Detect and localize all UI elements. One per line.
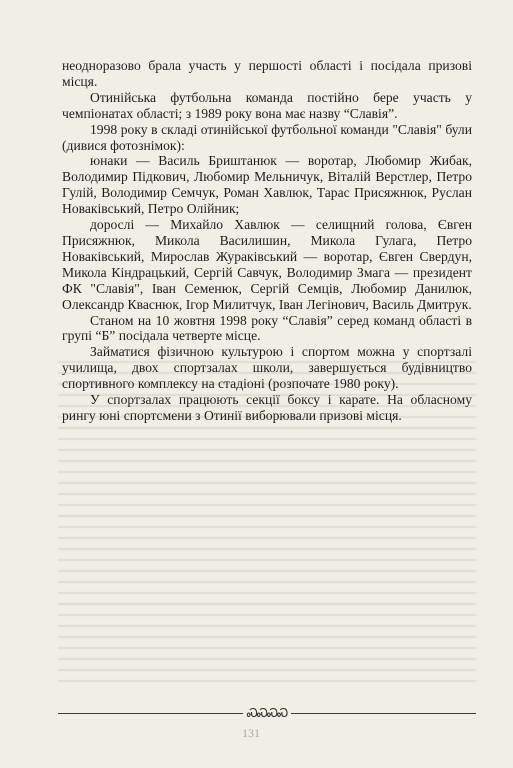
paragraph: дорослі — Михайло Хавлюк — селищний голова, Євген Присяжнюк, Микола Василишин, Микола Гулага, Петро Новаківський, Мирослав Жураківський — воротар, Євген Свердун, Микола Кіндрацький, Сергій Савчук, Володимир Змага — президент ФК "Славія", Іван Семенюк, Сергій Семців, Любомир Данилюк, Олександр Кваснюк, Ігор Милитчук, Іван Легінович, Василь Дмитрук.: [62, 217, 472, 312]
paragraph: Отинійська футбольна команда постійно бере участь у чемпіонатах області; з 1989 року вона має назву “Славія”.: [62, 89, 472, 121]
paragraph: Станом на 10 жовтня 1998 року “Славія” серед команд області в групі “Б” посідала четверте місце.: [62, 312, 472, 344]
page-body-text: [62, 58, 472, 424]
page-number: 131: [242, 726, 260, 740]
footer-ornament: [58, 706, 476, 720]
ornament-flourish: ᏍᏍᏍᏍ: [246, 705, 288, 720]
paragraph: У спортзалах працюють секції боксу і карате. На обласному рингу юні спортсмени з Отинії виборювали призові місця.: [62, 392, 472, 423]
paragraph: неодноразово брала участь у першості області і посідала призові місця.: [62, 58, 472, 89]
paragraph: 1998 року в складі отинійської футбольної команди "Славія" були (дивися фотознімок):: [62, 121, 472, 153]
ornament-rule-left: [58, 713, 243, 714]
paragraph: Займатися фізичною культурою і спортом можна у спортзалі училища, двох спортзалах школи, завершується будівництво спортивного комплексу на стадіоні (розпочате 1980 року).: [62, 344, 472, 392]
ornament-rule-right: [291, 713, 476, 714]
paragraph: юнаки — Василь Бриштанюк — воротар, Любомир Жибак, Володимир Підкович, Любомир Мельничук, Віталій Верстлер, Петро Гулій, Володимир Семчук, Роман Хавлюк, Тарас Присяжнюк, Руслан Новаківський, Петро Олійник;: [62, 153, 472, 217]
